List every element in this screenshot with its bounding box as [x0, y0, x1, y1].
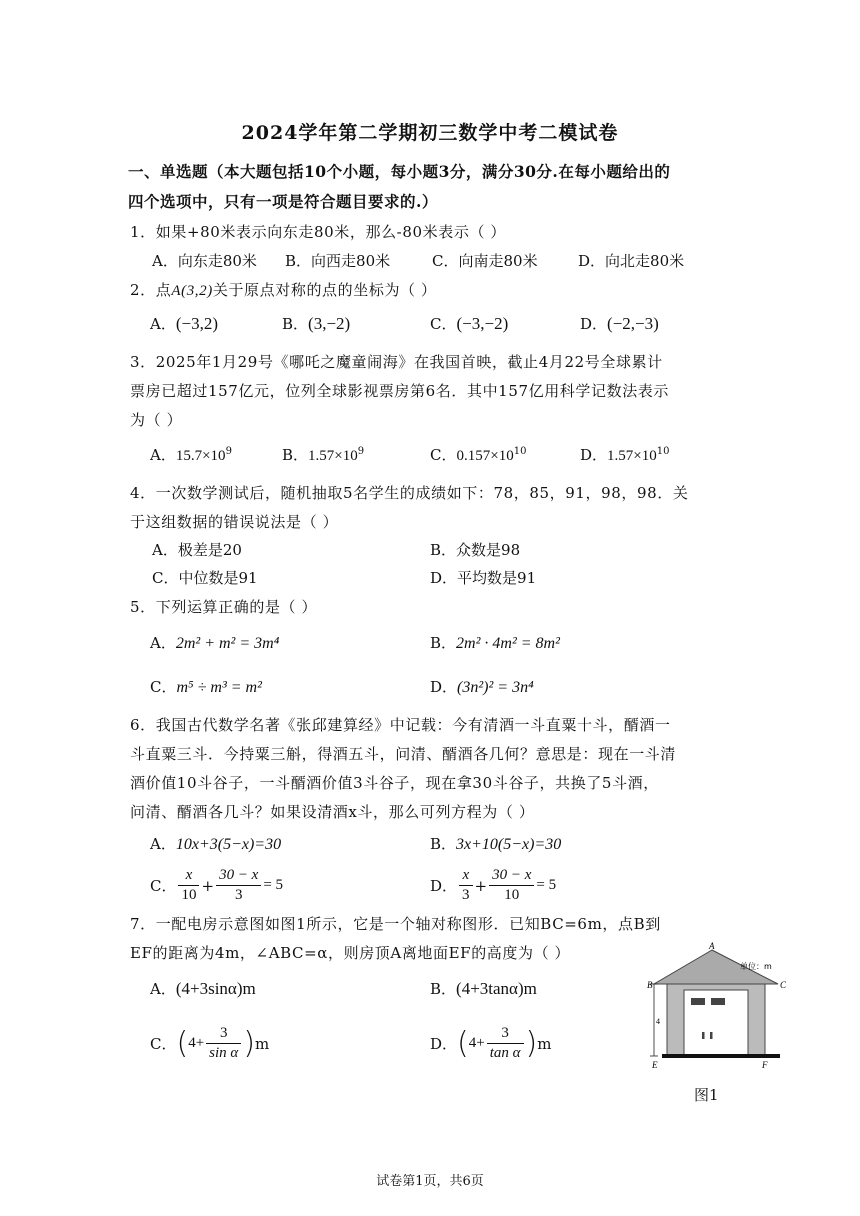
q7-option-b	[430, 978, 537, 999]
q6-c-frac2-den: 3	[234, 887, 243, 903]
q7-line2: EF的距离为4m，∠ABC=α，则房顶A离地面EF的高度为（ ）	[130, 944, 571, 962]
q7-c-num: 3	[206, 1024, 241, 1044]
q5-b-value: 2m² · 4m² = 8m²	[456, 635, 560, 652]
q4-line1: 4．一次数学测试后，随机抽取5名学生的成绩如下：78，85，91，98，98．关	[130, 484, 689, 502]
q3-option-a	[150, 444, 232, 465]
q7-d-den: tan α	[489, 1045, 521, 1061]
q7-c-pre: 4+	[188, 1035, 205, 1051]
section-heading-line1: 一、单选题（本大题包括10个小题，每小题3分，满分30分.在每小题给出的	[128, 162, 671, 181]
q6-option-a	[150, 833, 281, 854]
q6-option-c	[150, 866, 283, 905]
q7-c-lparen: (	[176, 1026, 189, 1061]
handle-left	[702, 1032, 705, 1039]
q3-b-base: 1.57×10	[308, 448, 358, 464]
q7-a-value: (4+3sinα)m	[175, 979, 256, 998]
label-height: 4	[656, 1017, 660, 1026]
q2-b-label: B．	[282, 315, 309, 333]
q2-stem-post: 关于原点对称的点的坐标为（ ）	[212, 281, 437, 299]
q3-line1: 3．2025年1月29号《哪吒之魔童闹海》在我国首映，截止4月22号全球累计	[130, 353, 663, 371]
q7-d-lparen: (	[457, 1026, 469, 1061]
q3-line2: 票房已超过157亿元，位列全球影视票房第6名．其中157亿用科学记数法表示	[130, 382, 670, 400]
label-a: A	[709, 941, 715, 951]
q6-c-frac2-num: 30 − x	[216, 866, 261, 886]
q6-d-frac2	[489, 866, 534, 905]
q2-stem	[130, 279, 437, 300]
q4-line2: 于这组数据的错误说法是（ ）	[130, 513, 339, 531]
q1-stem: 1．如果+80米表示向东走80米，那么-80米表示（ ）	[130, 223, 507, 241]
q1-option-a: A．向东走80米	[152, 252, 257, 270]
q2-b-value: (3,−2)	[308, 314, 351, 333]
page-footer: 试卷第1页，共6页	[376, 1174, 484, 1189]
q3-option-c	[430, 444, 526, 465]
q2-option-c	[430, 313, 508, 334]
q5-a-label: A．	[150, 634, 176, 652]
q7-a-label: A．	[150, 980, 176, 998]
q3-b-exp: 9	[357, 446, 365, 457]
q6-c-frac1-num: x	[178, 866, 199, 886]
q7-d-pre: 4+	[468, 1035, 485, 1051]
q6-d-frac1-den: 3	[462, 887, 470, 903]
q3-c-exp: 10	[513, 446, 527, 457]
q6-d-eq: = 5	[536, 877, 557, 893]
q7-c-unit: m	[255, 1034, 270, 1053]
q5-c-label: C．	[150, 678, 177, 696]
q7-c-frac	[206, 1024, 241, 1063]
q6-line3: 酒价值10斗谷子，一斗醑酒价值3斗谷子，现在拿30斗谷子，共换了5斗酒，	[130, 774, 659, 792]
q7-d-num: 3	[487, 1024, 524, 1044]
q7-c-label: C．	[150, 1035, 177, 1053]
q4-option-b: B．众数是98	[430, 541, 521, 559]
q5-c-value: m⁵ ÷ m³ = m²	[176, 679, 262, 696]
q3-option-b	[282, 444, 364, 465]
q7-option-c	[150, 1024, 269, 1063]
q6-a-value: 10x+3(5−x)=30	[175, 836, 282, 853]
q2-a-value: (−3,2)	[175, 314, 219, 333]
label-c: C	[780, 980, 787, 990]
q6-line1: 6．我国古代数学名著《张邱建算经》中记载：今有清酒一斗直粟十斗，醑酒一	[130, 716, 671, 734]
q3-d-base: 1.57×10	[607, 448, 657, 464]
q3-a-base: 15.7×10	[175, 448, 226, 464]
q7-b-value: (4+3tanα)m	[456, 979, 537, 998]
q7-c-rparen: )	[243, 1026, 256, 1061]
q7-d-unit: m	[537, 1034, 552, 1053]
q6-a-label: A．	[150, 835, 176, 853]
q2-c-value: (−3,−2)	[456, 314, 509, 333]
q1-option-d: D．向北走80米	[578, 252, 685, 270]
q5-stem: 5．下列运算正确的是（ ）	[130, 598, 318, 616]
ground-line	[662, 1054, 780, 1058]
q5-option-d	[430, 676, 534, 697]
q6-c-eq: = 5	[263, 877, 284, 893]
q6-d-label: D．	[430, 877, 458, 895]
unit-label: 单位：m	[740, 962, 772, 971]
q2-a-label: A．	[150, 315, 176, 333]
q3-a-exp: 9	[225, 446, 232, 457]
q7-option-a	[150, 978, 256, 999]
q6-d-plus: +	[474, 876, 488, 895]
q5-option-b	[430, 632, 560, 653]
q2-stem-pre: 2．点	[130, 281, 172, 299]
q2-option-a	[150, 313, 218, 334]
section-heading-line2: 四个选项中，只有一项是符合题目要求的.）	[128, 192, 438, 211]
q6-option-d	[430, 866, 556, 905]
q6-b-label: B．	[430, 835, 457, 853]
q3-option-d	[580, 444, 669, 465]
q3-a-label: A．	[150, 446, 176, 464]
figure-1-caption: 图1	[694, 1086, 719, 1104]
q7-b-label: B．	[430, 980, 457, 998]
q2-d-label: D．	[580, 315, 608, 333]
q6-d-frac2-den: 10	[504, 887, 520, 903]
q7-option-d	[430, 1024, 551, 1063]
q1-option-b: B．向西走80米	[285, 252, 391, 270]
q2-d-value: (−2,−3)	[607, 314, 659, 333]
q3-b-label: B．	[282, 446, 309, 464]
q2-point: A(3,2)	[171, 283, 213, 299]
q6-d-frac1-num: x	[459, 866, 473, 886]
q7-d-frac	[487, 1024, 524, 1063]
q7-line1: 7．一配电房示意图如图1所示，它是一个轴对称图形．已知BC=6m，点B到	[130, 915, 661, 933]
figure-1-house	[640, 940, 790, 1075]
handle-right	[710, 1032, 713, 1039]
q4-option-d: D．平均数是91	[430, 569, 537, 587]
q6-line2: 斗直粟三斗．今持粟三斛，得酒五斗，问清、醑酒各几何？意思是：现在一斗清	[130, 745, 677, 763]
q6-c-frac2	[216, 866, 261, 905]
q6-d-frac2-num: 30 − x	[489, 866, 534, 886]
label-e: E	[652, 1060, 658, 1070]
q2-option-b	[282, 313, 350, 334]
q6-c-label: C．	[150, 877, 177, 895]
q5-option-a	[150, 632, 279, 653]
vent-right	[711, 998, 725, 1005]
q5-option-c	[150, 676, 262, 697]
q6-line4: 问清、醑酒各几斗？如果设清酒x斗，那么可列方程为（ ）	[130, 803, 535, 821]
q3-d-label: D．	[580, 446, 608, 464]
q3-c-label: C．	[430, 446, 457, 464]
q6-c-frac1-den: 10	[181, 887, 197, 903]
vent-left	[691, 998, 705, 1005]
q5-a-value: 2m² + m² = 3m⁴	[175, 635, 280, 652]
q5-d-value: (3n²)² = 3n⁴	[457, 679, 534, 696]
q6-d-frac1	[459, 866, 473, 905]
q3-line3: 为（ ）	[130, 411, 183, 429]
q4-option-a: A．极差是20	[152, 541, 242, 559]
q2-c-label: C．	[430, 315, 457, 333]
q6-c-plus: +	[201, 876, 215, 895]
q7-d-rparen: )	[525, 1026, 538, 1061]
label-f: F	[762, 1060, 768, 1070]
q6-option-b	[430, 833, 561, 854]
q5-b-label: B．	[430, 634, 457, 652]
q2-option-d	[580, 313, 659, 334]
label-b: B	[647, 980, 653, 990]
q7-d-label: D．	[430, 1035, 458, 1053]
q7-c-den: sin α	[209, 1045, 239, 1061]
q6-c-frac1	[178, 866, 199, 905]
q4-option-c: C．中位数是91	[152, 569, 258, 587]
q6-b-value: 3x+10(5−x)=30	[456, 836, 562, 853]
q5-d-label: D．	[430, 678, 458, 696]
q3-d-exp: 10	[656, 446, 670, 457]
page-title: 2024学年第二学期初三数学中考二模试卷	[241, 122, 619, 144]
q1-option-c: C．向南走80米	[432, 252, 538, 270]
q3-c-base: 0.157×10	[456, 448, 514, 464]
